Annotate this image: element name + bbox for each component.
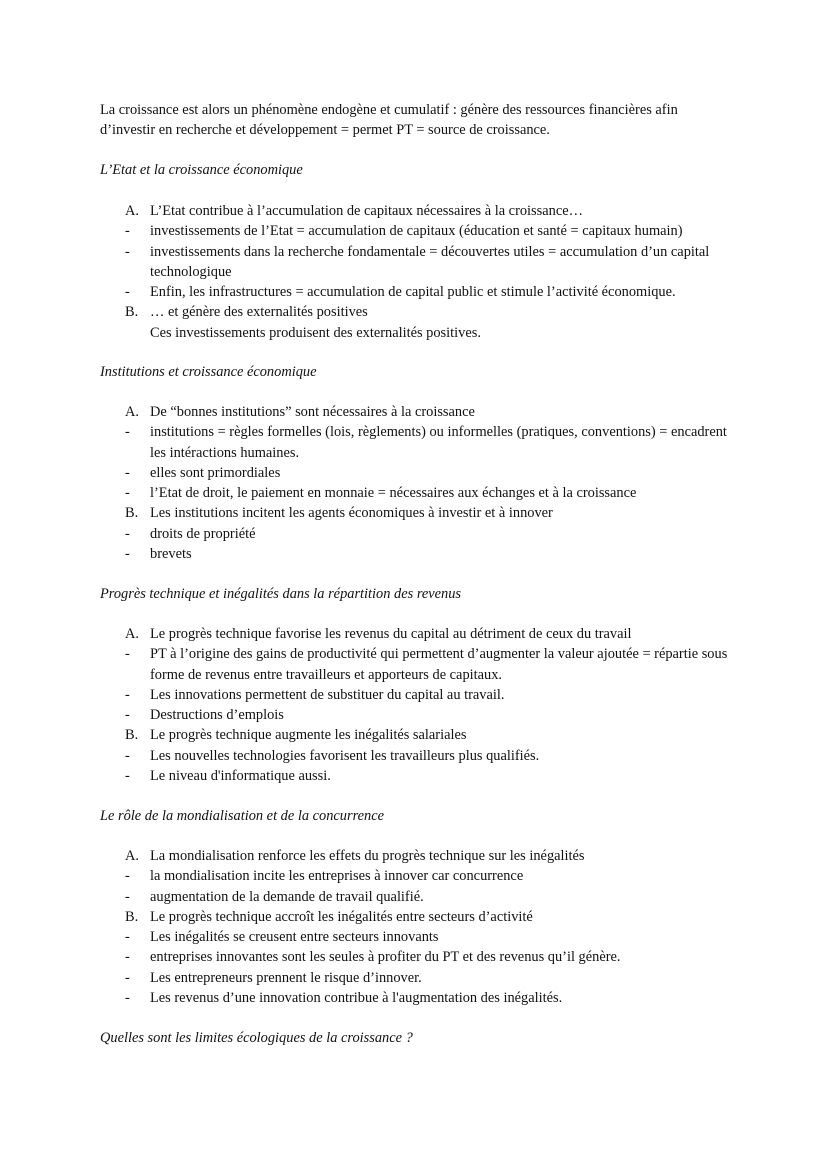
list-item [100,988,730,1008]
list-item-text: droits de propriété [150,525,256,542]
list-item-text: entreprises innovantes sont les seules à profiter du PT et des revenus qu’il génère. [150,949,621,966]
list-item-text: investissements dans la recherche fondamentale = découvertes utiles = accumulation d’un capital technologique [150,243,710,280]
list-marker: - [125,969,130,986]
list-marker: - [125,525,130,542]
list-item-text: Enfin, les infrastructures = accumulation de capital public et stimule l’activité économique. [150,284,676,301]
list-item-text: Destructions d’emplois [150,707,284,724]
list-item-text: Les revenus d’une innovation contribue à l'augmentation des inégalités. [150,990,563,1007]
list-item [100,624,730,644]
list-item-text: l’Etat de droit, le paiement en monnaie = nécessaires aux échanges et à la croissance [150,485,637,502]
list-item [100,705,730,725]
section-heading-progres: Progrès technique et inégalités dans la répartition des revenus [100,586,462,602]
section-list-institutions [100,402,730,564]
list-marker: B. [125,505,139,522]
list-item-text: Les nouvelles technologies favorisent les travailleurs plus qualifiés. [150,747,540,764]
list-item [100,463,730,483]
list-item-text: Le progrès technique accroît les inégalités entre secteurs d’activité [150,908,533,925]
list-item-text: institutions = règles formelles (lois, règlements) ou informelles (pratiques, conventions) = encadrent les intéractions humaines. [150,424,727,461]
list-item-text: la mondialisation incite les entreprises à innover car concurrence [150,868,524,885]
list-item [100,323,730,343]
list-item-text: elles sont primordiales [150,464,281,481]
list-item-text: L’Etat contribue à l’accumulation de capitaux nécessaires à la croissance… [150,203,583,219]
list-item-text: Les institutions incitent les agents économiques à investir et à innover [150,505,553,522]
list-item [100,746,730,766]
list-item [100,685,730,705]
section-list-progres [100,624,730,786]
list-item-text: brevets [150,546,192,563]
list-marker: - [125,464,130,481]
list-item [100,766,730,786]
list-item [100,907,730,927]
list-marker: A. [125,203,139,219]
section-heading-mondialisation: Le rôle de la mondialisation et de la concurrence [100,808,385,824]
list-item-text: augmentation de la demande de travail qualifié. [150,888,424,905]
list-marker: - [125,707,130,724]
list-marker: - [125,686,130,703]
list-item-text: Les innovations permettent de substituer du capital au travail. [150,686,505,703]
list-item [100,887,730,907]
list-item-text: Le progrès technique favorise les revenus du capital au détriment de ceux du travail [150,626,632,642]
section-heading-etat: L’Etat et la croissance économique [100,162,303,178]
list-marker: - [125,223,130,240]
list-marker: - [125,485,130,502]
list-item-text: PT à l’origine des gains de productivité qui permettent d’augmenter la valeur ajoutée = répartie sous forme de revenus entre travailleurs et apporteurs de capitaux. [150,646,728,683]
list-item [100,503,730,523]
list-item [100,544,730,564]
list-marker: B. [125,908,139,925]
list-item [100,422,730,463]
final-heading: Quelles sont les limites écologiques de la croissance ? [100,1030,413,1046]
section-list-etat [100,201,730,343]
list-item [100,644,730,685]
list-marker: - [125,546,130,563]
list-item [100,242,730,283]
intro-paragraph: La croissance est alors un phénomène endogène et cumulatif : génère des ressources financières afin d’investir en recherche et développement = permet PT = source de croissance. [100,102,678,139]
list-item-text: Ces investissements produisent des externalités positives. [150,324,481,341]
list-marker: - [125,284,130,301]
list-item [100,221,730,241]
list-marker: - [125,747,130,764]
list-item [100,968,730,988]
list-item [100,282,730,302]
list-marker: B. [125,727,139,744]
list-item [100,483,730,503]
list-item-text: Les entrepreneurs prennent le risque d’innover. [150,969,422,986]
list-marker: - [125,768,130,785]
list-marker: - [125,990,130,1007]
list-item-text: Le niveau d'informatique aussi. [150,768,331,785]
list-marker: A. [125,404,139,420]
list-item-text: … et génère des externalités positives [150,304,368,321]
section-list-mondialisation [100,846,730,1008]
list-item [100,947,730,967]
list-marker: - [125,949,130,966]
list-marker: - [125,424,130,441]
list-marker: B. [125,304,139,321]
list-marker: A. [125,848,139,864]
list-item-text: Le progrès technique augmente les inégalités salariales [150,727,467,744]
list-item-text: Les inégalités se creusent entre secteurs innovants [150,929,439,946]
list-marker: - [125,243,130,260]
list-item [100,866,730,886]
section-heading-institutions: Institutions et croissance économique [100,364,317,380]
list-item [100,846,730,866]
list-marker: - [125,929,130,946]
list-item-text: investissements de l’Etat = accumulation de capitaux (éducation et santé = capitaux humain) [150,223,683,240]
list-marker: - [125,888,130,905]
list-item-text: La mondialisation renforce les effets du progrès technique sur les inégalités [150,848,585,864]
list-item [100,725,730,745]
list-item [100,927,730,947]
list-item [100,201,730,221]
list-item [100,402,730,422]
list-marker: - [125,646,130,663]
list-item [100,524,730,544]
list-marker: - [125,868,130,885]
list-item [100,302,730,322]
list-item-text: De “bonnes institutions” sont nécessaires à la croissance [150,404,475,420]
list-marker: A. [125,626,139,642]
